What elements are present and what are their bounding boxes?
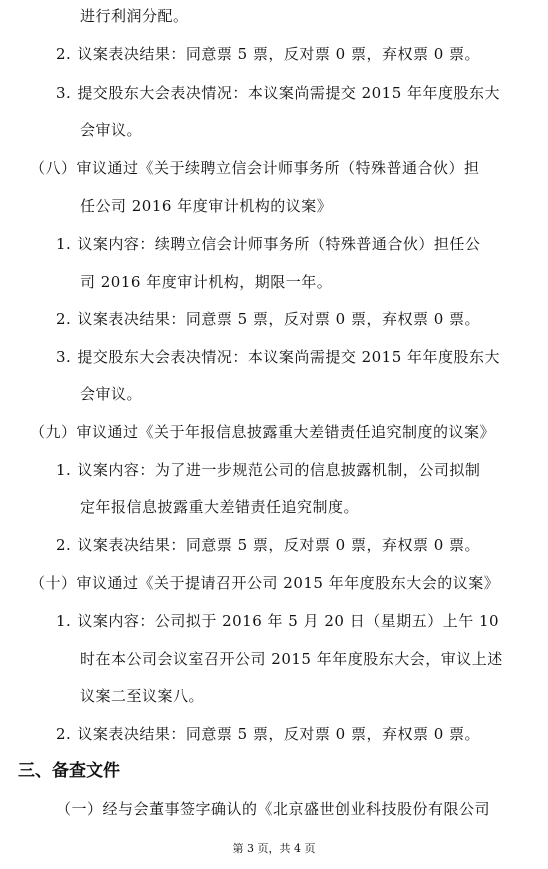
section-title-eight: （八）审议通过《关于续聘立信会计师事务所（特殊普通合伙）担 <box>30 159 480 177</box>
list-text: 议案内容：公司拟于 2016 年 5 月 20 日（星期五）上午 10 <box>77 612 500 630</box>
paragraph-line: 定年报信息披露重大差错责任追究制度。 <box>80 498 360 516</box>
paragraph-line: 议案二至议案八。 <box>80 687 205 705</box>
list-number: 1. <box>56 612 72 630</box>
list-text: 议案内容：续聘立信会计师事务所（特殊普通合伙）担任公 <box>77 235 481 253</box>
list-item-content <box>56 460 480 480</box>
list-item-submit-meeting <box>56 347 500 367</box>
list-text: 议案内容：为了进一步规范公司的信息披露机制，公司拟制 <box>77 461 481 479</box>
paragraph-line: 会审议。 <box>80 121 143 139</box>
list-number: 3. <box>56 84 72 102</box>
paragraph-line: 时在本公司会议室召开公司 2015 年年度股东大会，审议上述 <box>80 650 503 668</box>
page-footer: 第 3 页，共 4 页 <box>232 842 316 855</box>
paragraph-line: （一）经与会董事签字确认的《北京盛世创业科技股份有限公司 <box>56 800 491 818</box>
list-number: 2. <box>56 536 72 554</box>
section-title-eight-cont: 任公司 2016 年度审计机构的议案》 <box>80 197 333 215</box>
list-text: 议案表决结果：同意票 5 票，反对票 0 票，弃权票 0 票。 <box>77 45 481 63</box>
list-item-vote-result <box>56 724 480 744</box>
list-text: 议案表决结果：同意票 5 票，反对票 0 票，弃权票 0 票。 <box>77 725 481 743</box>
list-item-content <box>56 234 480 254</box>
list-item-vote-result <box>56 44 480 64</box>
list-item-vote-result <box>56 309 480 329</box>
list-number: 2. <box>56 45 72 63</box>
section-heading-reference-documents: 三、备查文件 <box>18 761 120 781</box>
list-item-content <box>56 611 499 631</box>
list-text: 提交股东大会表决情况：本议案尚需提交 2015 年年度股东大 <box>77 348 501 366</box>
list-text: 议案表决结果：同意票 5 票，反对票 0 票，弃权票 0 票。 <box>77 310 481 328</box>
list-text: 提交股东大会表决情况：本议案尚需提交 2015 年年度股东大 <box>77 84 501 102</box>
paragraph-line: 进行利润分配。 <box>80 7 189 25</box>
paragraph-line: 司 2016 年度审计机构，期限一年。 <box>80 273 333 291</box>
list-item-vote-result <box>56 535 480 555</box>
paragraph-line: 会审议。 <box>80 385 143 403</box>
list-number: 1. <box>56 235 72 253</box>
list-text: 议案表决结果：同意票 5 票，反对票 0 票，弃权票 0 票。 <box>77 536 481 554</box>
list-number: 2. <box>56 310 72 328</box>
list-number: 3. <box>56 348 72 366</box>
section-title-ten: （十）审议通过《关于提请召开公司 2015 年年度股东大会的议案》 <box>30 574 500 592</box>
list-number: 2. <box>56 725 72 743</box>
list-number: 1. <box>56 461 72 479</box>
list-item-submit-meeting <box>56 83 500 103</box>
section-title-nine: （九）审议通过《关于年报信息披露重大差错责任追究制度的议案》 <box>30 423 496 441</box>
